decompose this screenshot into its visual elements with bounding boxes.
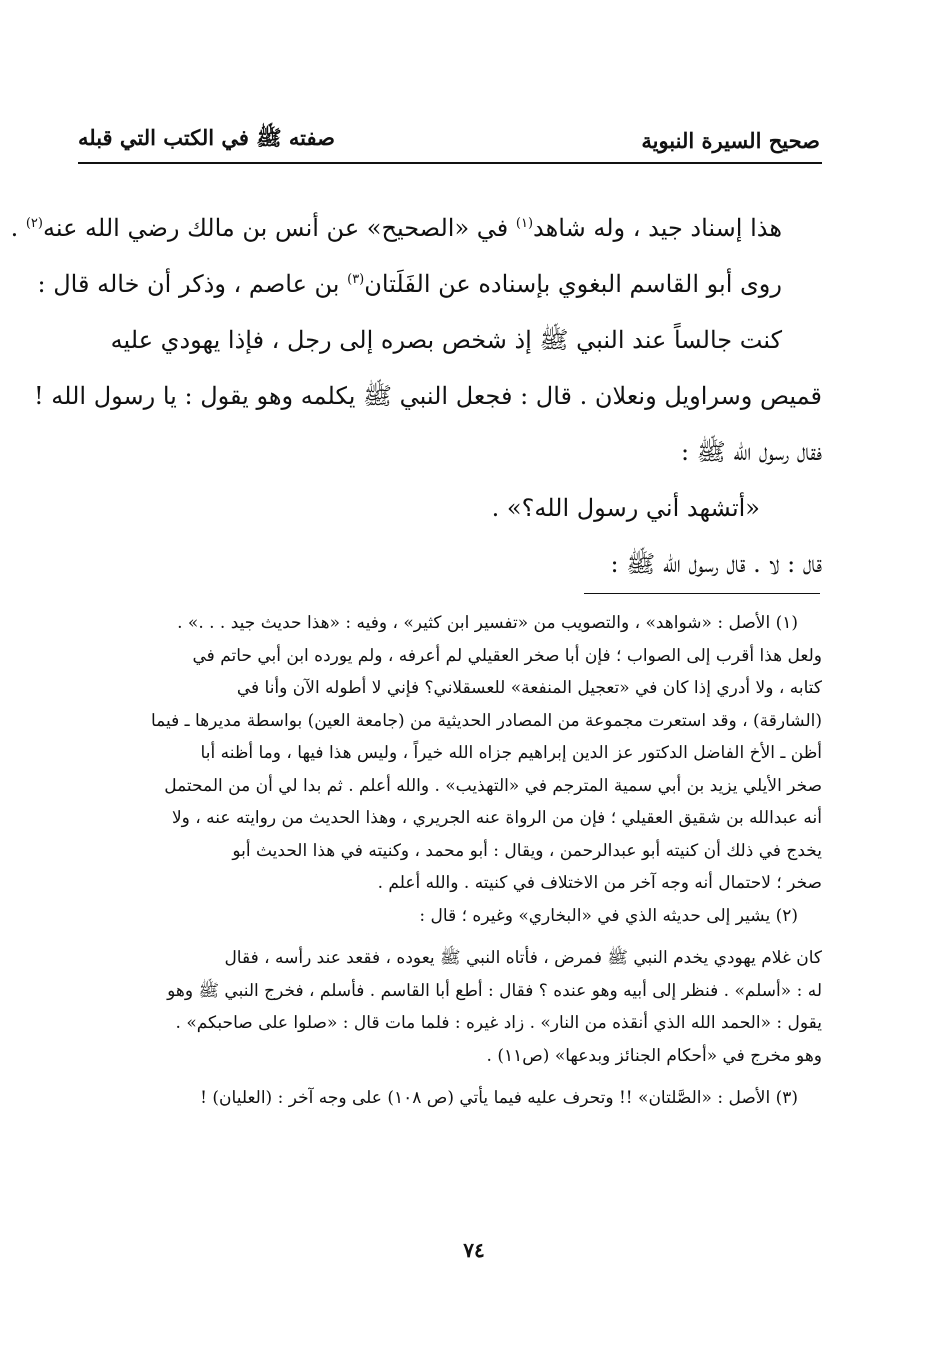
body-line-4: قميص وسراويل ونعلان . قال : فجعل النبي ﷺ يكلمه وهو يقول : يا رسول الله ! (34, 382, 822, 410)
body-line-1 (10, 200, 822, 256)
footnote-ref-3: (٣) (347, 272, 365, 287)
footnote-3: (٣) الأصل : «الصَّلتان» !! وتحرف عليه فيما يأتي (ص ١٠٨) على وجه آخر : (العليان) ! (200, 1088, 798, 1108)
footnote-ref-1: (١) (515, 216, 534, 231)
body-line-2 (37, 256, 822, 312)
body-line-7: قال : لا . قال رسول الله ﷺ : (610, 550, 822, 578)
footnote-separator (584, 593, 820, 594)
running-header-chapter-title: صفته ﷺ في الكتب التي قبله (78, 124, 335, 150)
footnotes (78, 607, 822, 1115)
footnote-2-line: يقول : «الحمد الله الذي أنقذه من النار» . زاد غيره : فلما مات قال : «صلوا على صاحبكم» . (175, 1013, 822, 1033)
header-rule (78, 162, 822, 164)
footnote-2-intro: (٢) يشير إلى حديثه الذي في «البخاري» وغيره ؛ قال : (419, 905, 798, 926)
footnote-1-line: (١) الأصل : «شواهد» ، والتصويب من «تفسير ابن كثير» ، وفيه : «هذا حديث جيد . . .» . (177, 613, 798, 633)
footnote-1-line: ولعل هذا أقرب إلى الصواب ؛ فإن أبا صخر العقيلي لم أعرفه ، ولم يورده ابن أبي حاتم في (192, 645, 822, 666)
footnote-2-line: وهو مخرج في «أحكام الجنائز وبدعها» (ص١١) . (486, 1045, 822, 1066)
footnote-1-line: كتابه ، ولا أدري إذا كان في «تعجيل المنفعة» للعسقلاني؟ فإني لا أطوله الآن وأنا في (236, 678, 822, 698)
footnote-1-line: أنه عبدالله بن شقيق العقيلي ؛ فإن من الرواة عنه الجريري ، وهذا الحديث من روايته عنه ، ولا (171, 808, 822, 828)
page-number: ٧٤ (463, 1238, 485, 1262)
main-text (10, 200, 822, 592)
footnote-ref-2: (٢) (25, 216, 43, 231)
body-line-6: «أتشهد أني رسول الله؟» . (491, 494, 760, 522)
footnote-1-line: صخر الأيلي يزيد بن أبي سمية المترجم في «التهذيب» . والله أعلم . ثم بدا لي أن من المحتمل (164, 775, 822, 796)
body-line-1-text-mid: في «الصحيح» عن أنس بن مالك رضي الله عنه (42, 214, 516, 242)
footnote-1-line: (الشارقة) ، وقد استعرت مجموعة من المصادر الحديثية من (جامعة العين) بواسطة مديرها ـ فيما (150, 710, 822, 731)
footnote-2-line: كان غلام يهودي يخدم النبي ﷺ فمرض ، فأتاه النبي ﷺ يعوده ، فقعد عند رأسه ، فقال (224, 948, 822, 968)
body-line-2-text-end: بن عاصم ، وذكر أن خاله قال : (37, 270, 348, 298)
body-line-1-text-end: . (10, 214, 26, 242)
body-line-3: كنت جالساً عند النبي ﷺ إذ شخص بصره إلى رجل ، فإذا يهودي عليه (110, 326, 782, 354)
body-line-1-text: هذا إسناد جيد ، وله شاهد (533, 214, 782, 242)
body-line-2-text: روى أبو القاسم البغوي بإسناده عن الفَلَتان (364, 270, 782, 298)
footnote-1-line: أظن ـ الأخ الفاضل الدكتور عز الدين إبراهيم جزاه الله خيراً ، وليس هذا فيها ، وما أظنه أبا (200, 743, 822, 763)
running-header-book-title: صحيح السيرة النبوية (641, 127, 820, 153)
footnote-2-line: له : «أسلم» . فنظر إلى أبيه وهو عنده ؟ فقال : أطع أبا القاسم . فأسلم ، فخرج النبي ﷺ وهو (167, 980, 822, 1001)
footnote-1-line: صخر ؛ لاحتمال أنه وجه آخر من الاختلاف في كنيته . والله أعلم . (377, 873, 822, 893)
running-header (78, 122, 820, 158)
body-line-5: فقال رسول الله ﷺ : (680, 438, 822, 466)
footnote-1-line: يخدج في ذلك أن كنيته أبو عبدالرحمن ، ويقال : أبو محمد ، وكنيته في هذا الحديث أبو (232, 840, 822, 861)
